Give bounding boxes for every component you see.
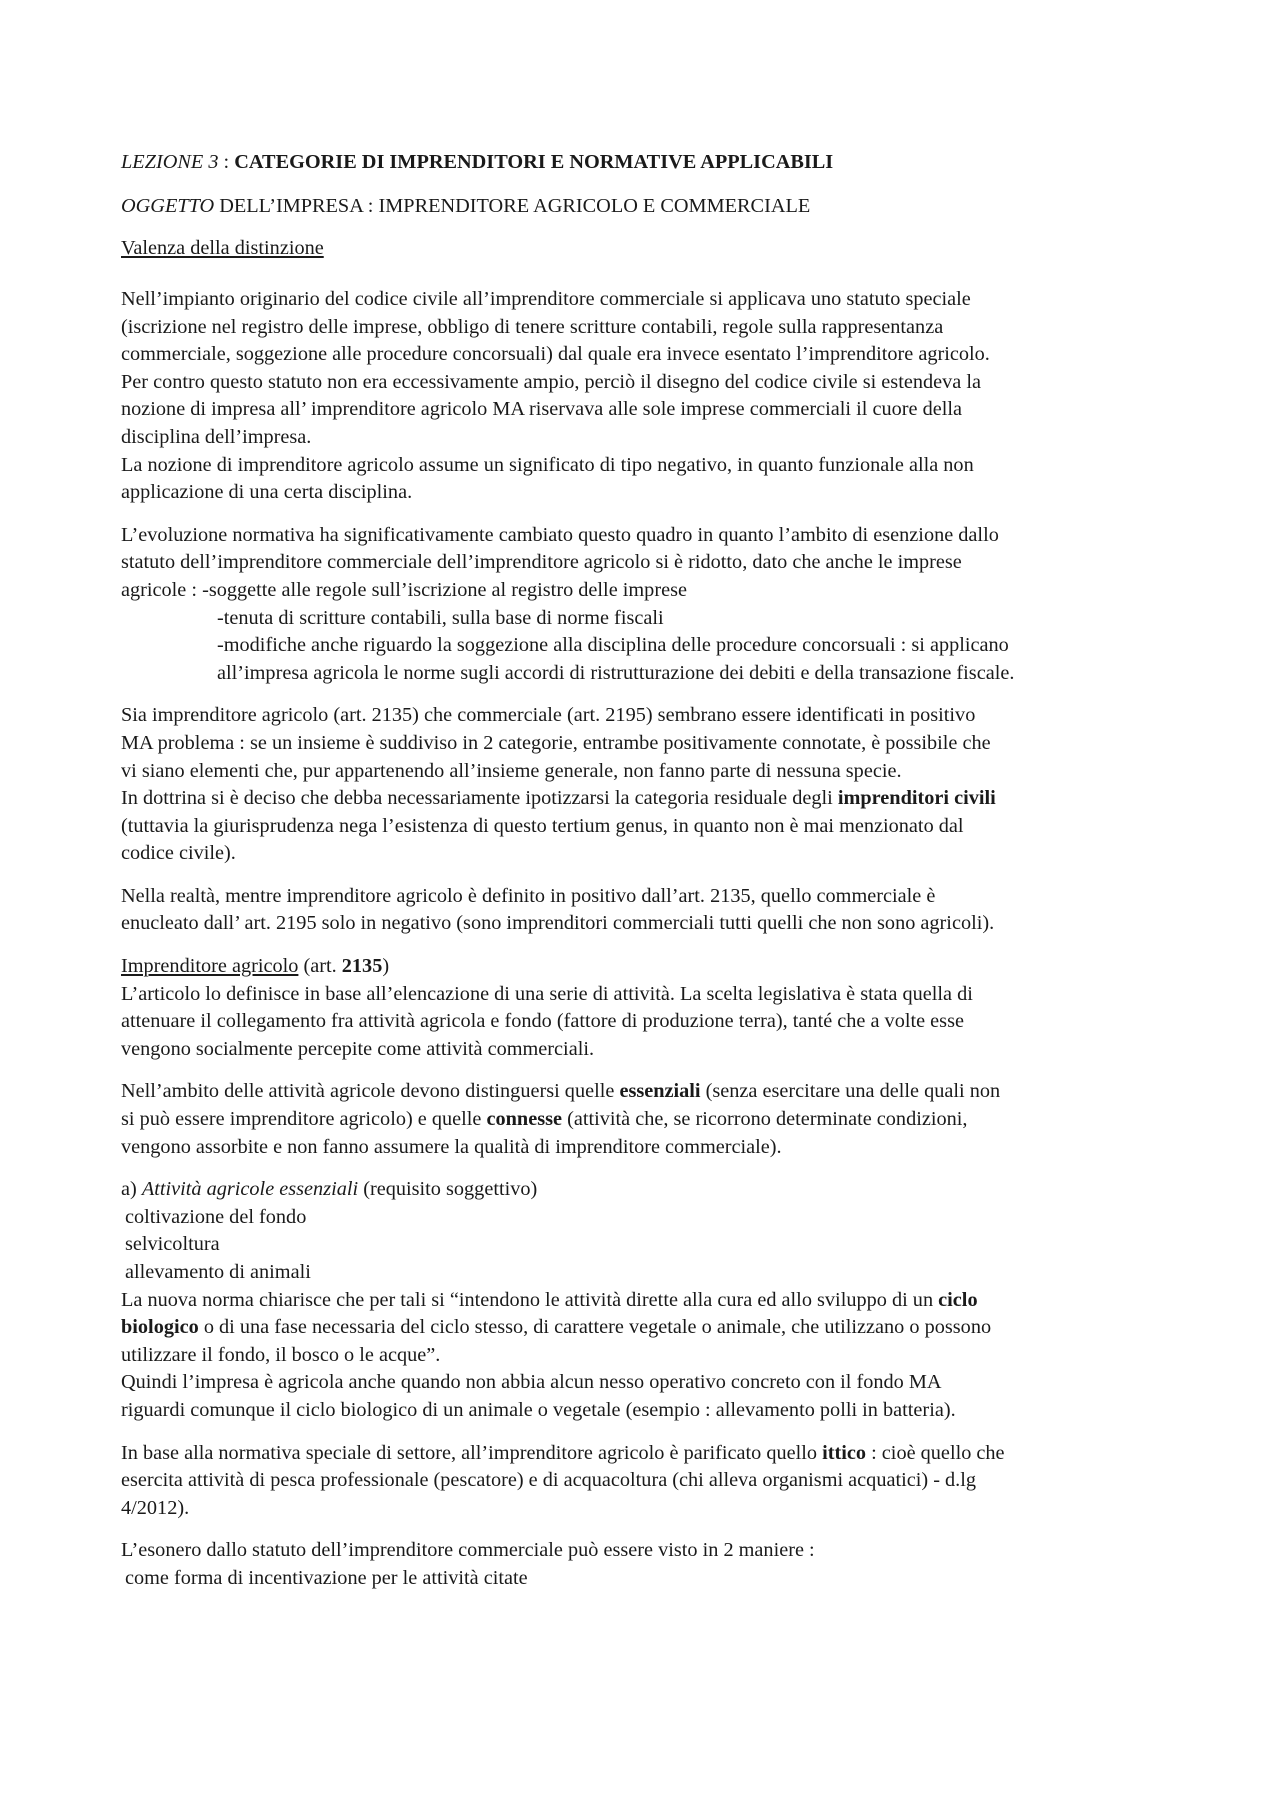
- paragraph-exemption: L’esonero dallo statuto dell’imprenditore commerciale può essere visto in 2 maniere : come forma di incentivazione per le attività citate: [121, 1537, 1171, 1592]
- lesson-number: LEZIONE 3: [121, 151, 219, 173]
- paragraph-ittico: In base alla normativa speciale di settore, all’imprenditore agricolo è parificato quello ittico : cioè quello che esercita attività di pesca professionale (pescatore) e di acquacoltura (chi alleva organismi acquatici) - d.lg 4/2012).: [121, 1441, 1005, 1519]
- paragraph-evolution: L’evoluzione normativa ha significativamente cambiato questo quadro in quanto l’ambito di esenzione dallo statuto dell’imprenditore commerciale dell’imprenditore agricolo si è ridotto, dato che anche le imprese agricole : -soggette alle regole sull’iscrizione al registro delle imprese -tenuta di scritture contabili, sulla base di norme fiscali -modifiche anche riguardo la soggezione alla disciplina delle procedure concorsuali : si applicano all’impresa agricola le norme sugli accordi di ristrutturazione dei debiti e della transazione fiscale.: [121, 522, 1171, 688]
- list-item: allevamento di animali: [125, 1261, 311, 1283]
- section-imprenditore-agricolo: Imprenditore agricolo (art. 2135) L’articolo lo definisce in base all’elencazione di una serie di attività. La scelta legislativa è stata quella di attenuare il collegamento fra attività agricola e fondo (fattore di produzione terra), tanté che a volte esse vengono socialmente percepite come attività commerciali.: [121, 953, 1171, 1063]
- list-item: coltivazione del fondo: [125, 1205, 307, 1228]
- list-item: come forma di incentivazione per le attività citate: [125, 1566, 528, 1589]
- paragraph-activities: Nell’ambito delle attività agricole devono distinguersi quelle essenziali (senza esercitare una delle quali non si può essere imprenditore agricolo) e quelle connesse (attività che, se ricorrono determinate condizioni, vengono assorbite e non fanno assumere la qualità di imprenditore commerciale).: [121, 1080, 1001, 1158]
- subsection-heading: Imprenditore agricolo (art. 2135): [121, 955, 390, 978]
- list-item: all’impresa agricola le norme sugli accordi di ristrutturazione dei debiti e della transazione fiscale.: [217, 661, 1015, 684]
- document-page: [121, 148, 1171, 1593]
- paragraph-reality: Nella realtà, mentre imprenditore agricolo è definito in positivo dall’art. 2135, quello commerciale è enucleato dall’ art. 2195 solo in negativo (sono imprenditori commerciali tutti quelli che non sono agricoli).: [121, 884, 995, 935]
- lesson-title: LEZIONE 3 : CATEGORIE DI IMPRENDITORI E NORMATIVE APPLICABILI: [121, 151, 834, 173]
- paragraph-intro: Nell’impianto originario del codice civile all’imprenditore commerciale si applicava uno statuto speciale (iscrizione nel registro delle imprese, obbligo di tenere scritture contabili, regole sulla rappresentanza commerciale, soggezione alle procedure concorsuali) dal quale era invece esentato l’imprenditore agricolo. Per contro questo statuto non era eccessivamente ampio, perciò il disegno del codice civile si estendeva la nozione di impresa all’ imprenditore agricolo MA riservava alle sole imprese commerciali il cuore della disciplina dell’impresa. La nozione di imprenditore agricolo assume un significato di tipo negativo, in quanto funzionale alla non applicazione di una certa disciplina.: [121, 288, 990, 504]
- section-heading: Valenza della distinzione: [121, 237, 324, 259]
- list-item: -modifiche anche riguardo la soggezione alla disciplina delle procedure concorsuali : si applicano: [217, 634, 1009, 657]
- list-item: selvicoltura: [125, 1233, 220, 1256]
- paragraph-categories: Sia imprenditore agricolo (art. 2135) che commerciale (art. 2195) sembrano essere identificati in positivo MA problema : se un insieme è suddiviso in 2 categorie, entrambe positivamente connotate, è possibile che vi siano elementi che, pur appartenendo all’insieme generale, non fanno parte di nessuna specie. In dottrina si è deciso che debba necessariamente ipotizzarsi la categoria residuale degli imprenditori civili (tuttavia la giurisprudenza nega l’esistenza di questo tertium genus, in quanto non è mai menzionato dal codice civile).: [121, 704, 996, 865]
- paragraph-essential-activities: a) Attività agricole essenziali (requisito soggettivo) coltivazione del fondo selvicoltura allevamento di animali La nuova norma chiarisce che per tali si “intendono le attività dirette alla cura ed allo sviluppo di un ciclo biologico o di una fase necessaria del ciclo stesso, di carattere vegetale o animale, che utilizzano o possono utilizzare il fondo, il bosco o le acque”. Quindi l’impresa è agricola anche quando non abbia alcun nesso operativo concreto con il fondo MA riguardi comunque il ciclo biologico di un animale o vegetale (esempio : allevamento polli in batteria).: [121, 1176, 1171, 1424]
- list-item: -tenuta di scritture contabili, sulla base di norme fiscali: [217, 606, 664, 629]
- lesson-title-text: CATEGORIE DI IMPRENDITORI E NORMATIVE APPLICABILI: [234, 151, 834, 173]
- term-imprenditori-civili: imprenditori civili: [837, 787, 996, 810]
- lesson-subtitle: OGGETTO DELL’IMPRESA : IMPRENDITORE AGRICOLO E COMMERCIALE: [121, 195, 811, 217]
